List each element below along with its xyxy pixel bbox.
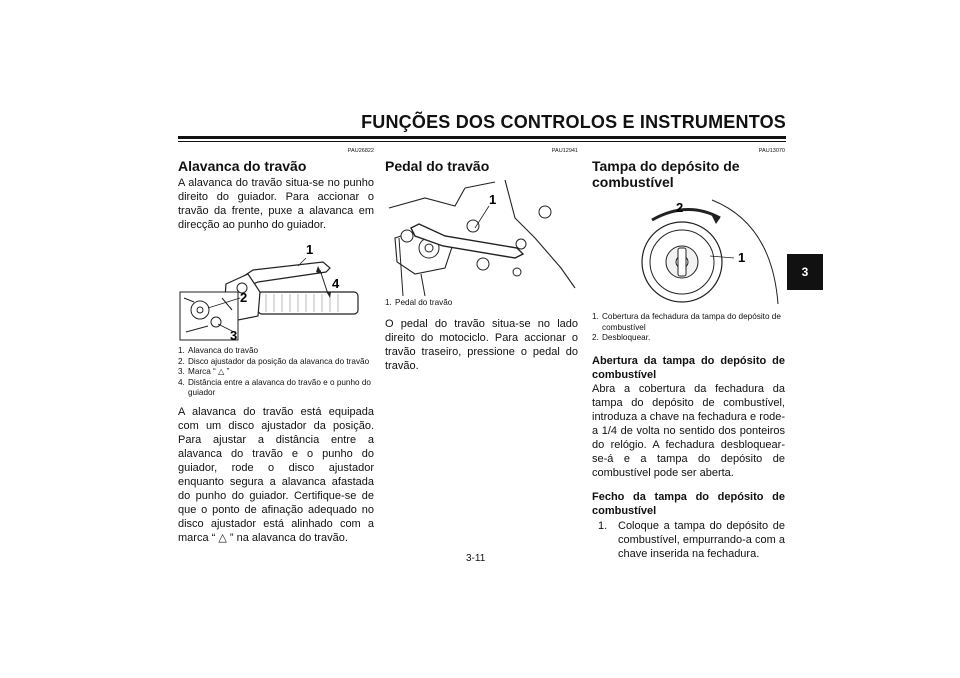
callout-4: 4 bbox=[332, 276, 340, 291]
caption-item: 1. Cobertura da fechadura da tampa do depósito de combustível bbox=[592, 312, 781, 332]
section-title: Alavanca do travão bbox=[178, 158, 307, 174]
callout-2: 2 bbox=[676, 200, 684, 215]
caption-item: 2. Desbloquear. bbox=[592, 333, 651, 342]
header-rule-thin bbox=[178, 141, 786, 142]
chapter-tab[interactable]: 3 bbox=[787, 254, 823, 290]
caption-item: 4. Distância entre a alavanca do travão e o punho do guiador bbox=[178, 377, 371, 397]
brake-lever-illustration bbox=[178, 236, 374, 344]
figure-caption-list bbox=[385, 298, 578, 309]
section-intro: A alavanca do travão situa-se no punho direito do guiador. Para accionar o travão da frente, puxe a alavanca em direcção ao punho do guiador. bbox=[178, 177, 374, 231]
caption-item: 2. Disco ajustador da posição da alavanca do travão bbox=[178, 356, 370, 366]
callout-1: 1 bbox=[738, 250, 746, 265]
section-code: PAU12941 bbox=[551, 148, 578, 154]
header-rule bbox=[178, 136, 786, 139]
paragraph-opening: Abra a cobertura da fechadura da tampa do depósito de combustível, introduza a chave na fechadura e rode-a 1/4 de volta no sentido dos ponteiros do relógio. A fechadura desbloquear-se-á e a tampa do depósito de combustível pode ser aberta. bbox=[592, 382, 785, 479]
figure-caption-list bbox=[592, 312, 785, 344]
callout-1: 1 bbox=[306, 242, 314, 257]
caption-item: 1. Alavanca do travão bbox=[178, 346, 259, 355]
section-code: PAU13070 bbox=[758, 148, 785, 154]
section-brake-lever bbox=[178, 148, 374, 545]
step-item: 1. Coloque a tampa do depósito de combustível, empurrando-a com a chave inserida na fechadura. bbox=[598, 519, 785, 560]
section-body: A alavanca do travão está equipada com um disco ajustador da posição. Para ajustar a distância entre a alavanca do travão e o punho do guiador, rode o disco ajustador enquanto segura a alavanca afastada do punho do guiador. Certifique-se de que o ponto de afinação adequado no disco ajustador está alinhado com a marca “ △ ” na alavanca do travão. bbox=[178, 405, 374, 544]
page-number: 3-11 bbox=[466, 553, 486, 564]
brake-pedal-illustration bbox=[385, 178, 578, 296]
subheading-opening: Abertura da tampa do depósito de combustível bbox=[592, 354, 785, 381]
callout-3: 3 bbox=[230, 328, 238, 343]
fuel-cap-illustration bbox=[592, 194, 785, 310]
section-title: Pedal do travão bbox=[385, 158, 490, 174]
section-code: PAU26822 bbox=[347, 148, 374, 154]
section-body: O pedal do travão situa-se no lado direito do motociclo. Para accionar o travão traseiro, pressione o pedal do travão. bbox=[385, 317, 578, 372]
caption-item: 3. Marca “ △ ” bbox=[178, 367, 230, 376]
section-title: Tampa do depósito de combustível bbox=[592, 158, 740, 190]
callout-2: 2 bbox=[240, 290, 248, 305]
section-fuel-tank-cap bbox=[592, 148, 785, 561]
section-brake-pedal bbox=[385, 148, 578, 373]
callout-1: 1 bbox=[489, 192, 497, 207]
figure-caption-list bbox=[178, 346, 374, 399]
page-header-title: FUNÇÕES DOS CONTROLOS E INSTRUMENTOS bbox=[361, 112, 786, 132]
subheading-closing: Fecho da tampa do depósito de combustível bbox=[592, 490, 785, 517]
caption-item: 1. Pedal do travão bbox=[385, 298, 453, 307]
